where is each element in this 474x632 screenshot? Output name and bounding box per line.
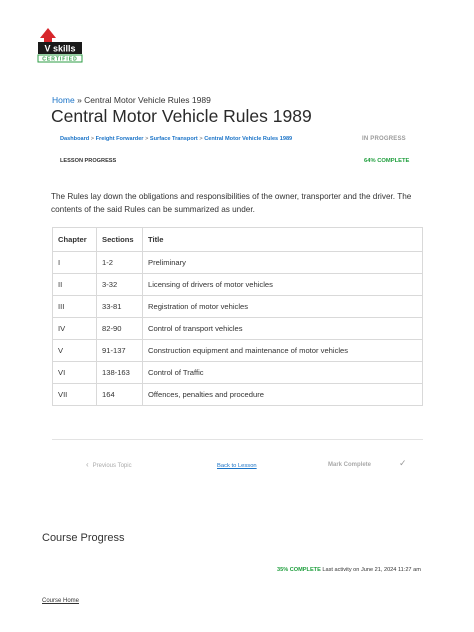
breadcrumb: [52, 95, 211, 105]
lesson-progress-label: LESSON PROGRESS: [60, 158, 117, 164]
breadcrumb-current: Central Motor Vehicle Rules 1989: [84, 95, 211, 105]
table-row: [53, 362, 423, 384]
content-divider: [52, 439, 423, 440]
cell-chapter: VI: [53, 362, 97, 384]
cell-sections: 82-90: [97, 318, 143, 340]
table-row: [53, 340, 423, 362]
crumb-separator: >: [145, 136, 149, 142]
table-row: [53, 384, 423, 406]
breadcrumb-separator: »: [77, 95, 82, 105]
table-header-row: [53, 228, 423, 252]
cell-sections: 1-2: [97, 252, 143, 274]
crumb-dashboard[interactable]: Dashboard: [60, 136, 90, 142]
lesson-progress-value: 64% COMPLETE: [364, 158, 410, 164]
cell-sections: 91-137: [97, 340, 143, 362]
cell-title: Control of Traffic: [143, 362, 423, 384]
status-badge: IN PROGRESS: [362, 136, 406, 142]
cell-chapter: IV: [53, 318, 97, 340]
cell-title: Construction equipment and maintenance of motor vehicles: [143, 340, 423, 362]
logo-text: V skills: [44, 43, 76, 54]
page-title: Central Motor Vehicle Rules 1989: [51, 106, 312, 126]
table-row: [53, 318, 423, 340]
course-home-link[interactable]: Course Home: [42, 598, 80, 604]
last-activity: Last activity on June 21, 2024 11:27 am: [322, 567, 421, 573]
cell-title: Licensing of drivers of motor vehicles: [143, 274, 423, 296]
header-chapter: Chapter: [53, 228, 97, 252]
header-sections: Sections: [97, 228, 143, 252]
cell-sections: 3-32: [97, 274, 143, 296]
table-row: [53, 296, 423, 318]
cell-chapter: III: [53, 296, 97, 318]
cell-sections: 138-163: [97, 362, 143, 384]
previous-topic-label: Previous Topic: [92, 463, 132, 469]
cell-title: Registration of motor vehicles: [143, 296, 423, 318]
course-breadcrumb: [60, 136, 292, 142]
crumb-freight-forwarder[interactable]: Freight Forwarder: [95, 136, 144, 142]
crumb-separator: >: [90, 136, 95, 142]
cell-title: Offences, penalties and procedure: [143, 384, 423, 406]
crumb-separator: >: [199, 136, 203, 142]
intro-paragraph: The Rules lay down the obligations and responsibilities of the owner, transporter and the driver. The contents of the said Rules can be summarized as under.: [51, 192, 412, 214]
back-to-lesson-link[interactable]: Back to Lesson: [217, 463, 257, 469]
course-progress-heading: Course Progress: [42, 532, 125, 544]
cell-chapter: I: [53, 252, 97, 274]
crumb-surface-transport[interactable]: Surface Transport: [149, 136, 198, 142]
cell-title: Preliminary: [143, 252, 423, 274]
previous-topic-button[interactable]: [86, 460, 132, 469]
mark-complete-button[interactable]: Mark Complete: [328, 462, 372, 468]
logo-subtext: CERTIFIED: [42, 56, 78, 63]
cell-chapter: II: [53, 274, 97, 296]
cell-chapter: V: [53, 340, 97, 362]
chevron-left-icon: ‹: [86, 460, 89, 469]
table-row: [53, 252, 423, 274]
course-progress-status: [277, 567, 421, 573]
cell-sections: 164: [97, 384, 143, 406]
crumb-current-topic[interactable]: Central Motor Vehicle Rules 1989: [204, 136, 293, 142]
table-row: [53, 274, 423, 296]
cell-title: Control of transport vehicles: [143, 318, 423, 340]
cell-sections: 33-81: [97, 296, 143, 318]
course-progress-percent: 35% COMPLETE: [277, 567, 321, 573]
checkmark-icon[interactable]: ✓: [399, 458, 407, 468]
cell-chapter: VII: [53, 384, 97, 406]
header-title: Title: [143, 228, 423, 252]
breadcrumb-home-link[interactable]: Home: [52, 95, 75, 105]
vskills-logo[interactable]: [32, 26, 88, 66]
rules-table: [52, 227, 423, 406]
